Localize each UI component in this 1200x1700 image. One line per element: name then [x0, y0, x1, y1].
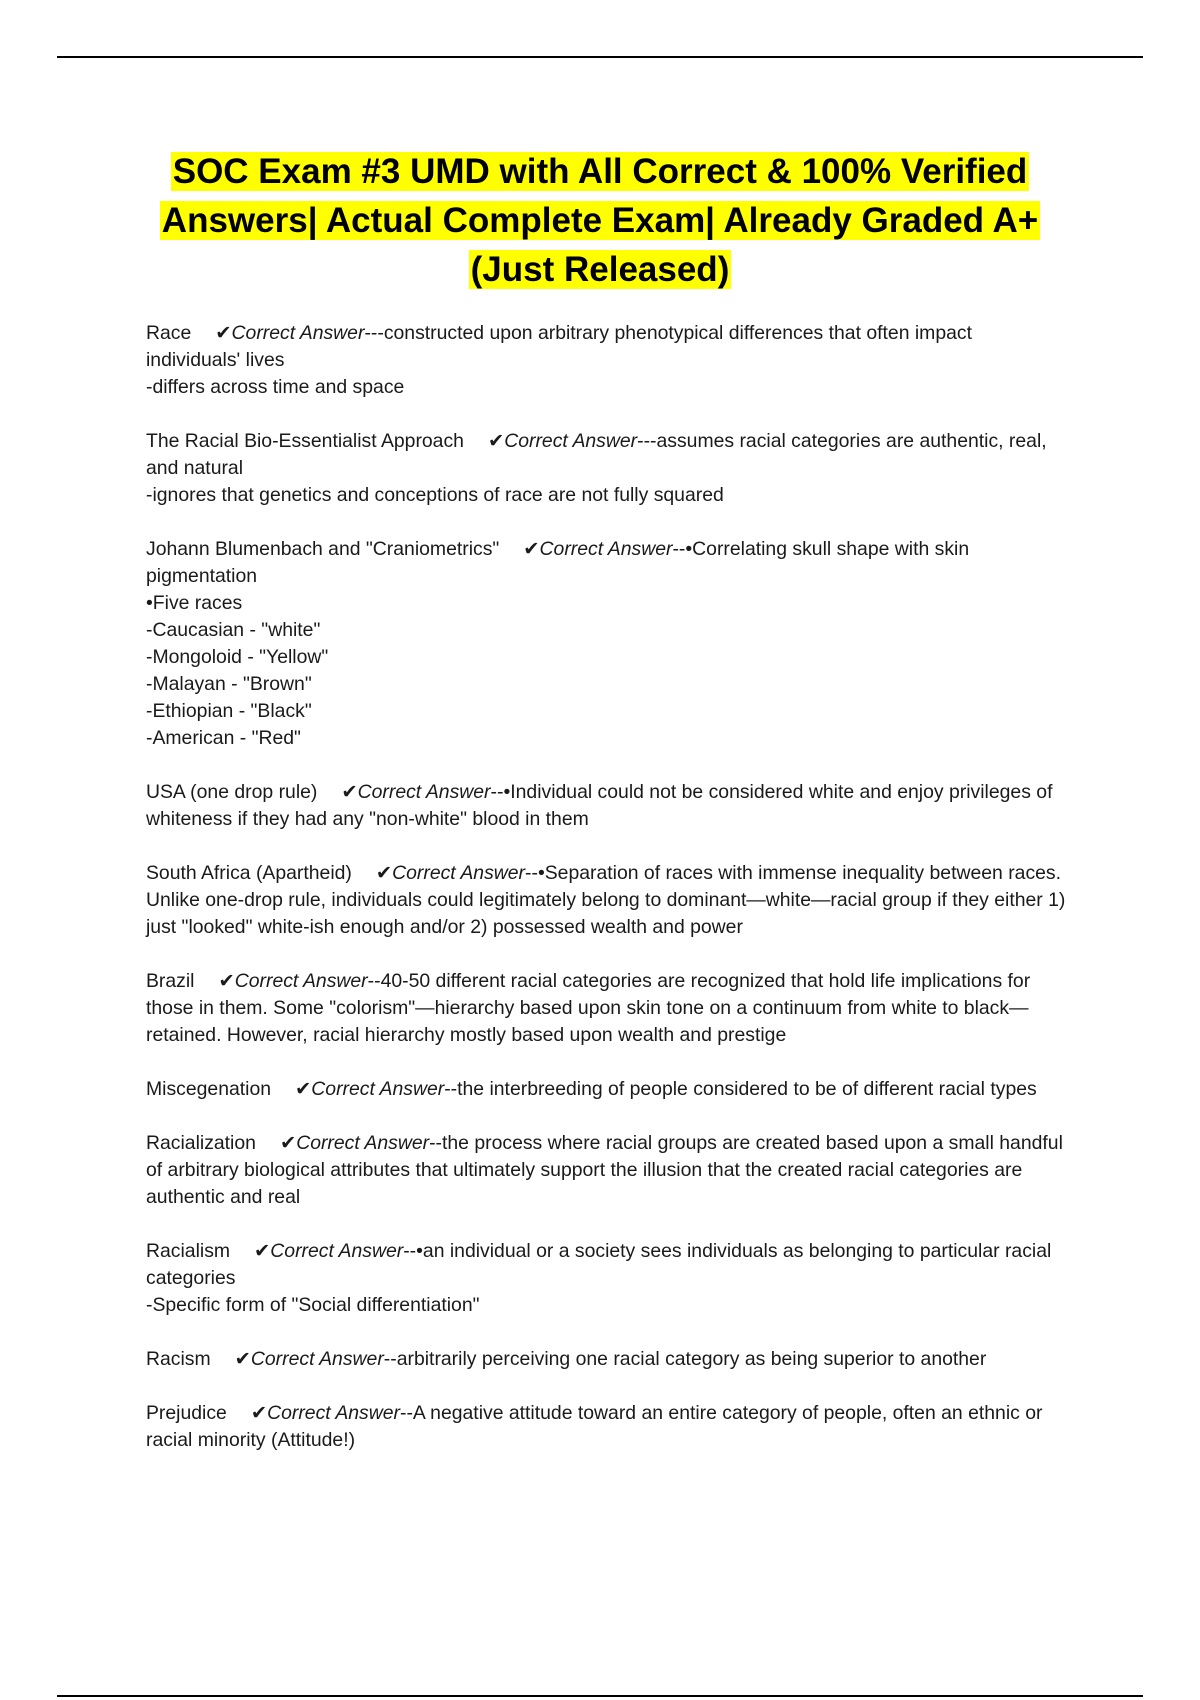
entry-detail-line: -Mongoloid - "Yellow" — [146, 646, 329, 668]
check-mark-icon: ✔ — [279, 1132, 297, 1154]
entry-answer: A negative attitude toward an entire category of people, often an ethnic or racial minority (Attitude!) — [146, 1402, 1043, 1451]
entry-detail-line: -American - "Red" — [146, 727, 301, 749]
check-mark-icon: ✔ — [523, 538, 540, 560]
entry-term: South Africa (Apartheid) — [146, 862, 352, 884]
entry-term: Miscegenation — [146, 1078, 272, 1100]
answer-separator: -- — [400, 1402, 413, 1424]
qa-entry — [146, 968, 1066, 1049]
answer-separator: -- — [383, 1348, 397, 1370]
answer-label: Correct Answer — [311, 1078, 445, 1100]
entry-answer: •an individual or a society sees individuals as belonging to particular racial categories — [146, 1240, 1052, 1289]
answer-label: Correct Answer — [504, 430, 638, 452]
answer-label: Correct Answer — [234, 970, 368, 992]
answer-label: Correct Answer — [250, 1348, 384, 1370]
entry-answer: the interbreeding of people considered to be of different racial types — [457, 1078, 1037, 1100]
qa-entry — [146, 1076, 1066, 1103]
entry-term: Racism — [146, 1348, 211, 1370]
answer-label: Correct Answer — [270, 1240, 404, 1262]
check-mark-icon: ✔ — [218, 970, 235, 992]
answer-separator: -- — [367, 970, 381, 992]
check-mark-icon: ✔ — [234, 1348, 251, 1370]
check-mark-icon: ✔ — [250, 1402, 268, 1424]
qa-entry — [146, 428, 1066, 509]
entry-term: Race — [146, 322, 192, 344]
entry-term: Racialization — [146, 1132, 256, 1154]
entry-answer: 40-50 different racial categories are recognized that hold life implications for those in them. Some "colorism"—hierarchy based upon skin tone on a continuum from white to black—retained. However, racial hierarchy mostly based upon wealth and prestige — [146, 970, 1031, 1046]
answer-label: Correct Answer — [357, 781, 491, 803]
entry-detail-line: -Specific form of "Social differentiation" — [146, 1294, 480, 1316]
entry-detail-line: -differs across time and space — [146, 376, 405, 398]
answer-separator: --- — [364, 322, 384, 344]
title-line-2: Answers| Actual Complete Exam| Already Graded A+ — [161, 201, 1039, 240]
check-mark-icon: ✔ — [487, 430, 505, 452]
bottom-divider — [57, 1695, 1143, 1697]
entry-term: USA (one drop rule) — [146, 781, 318, 803]
qa-entry — [146, 1130, 1066, 1211]
entry-detail-line: -Malayan - "Brown" — [146, 673, 312, 695]
answer-label: Correct Answer — [267, 1402, 400, 1424]
entry-detail-line: •Five races — [146, 592, 243, 614]
entry-term: Brazil — [146, 970, 195, 992]
check-mark-icon: ✔ — [375, 862, 393, 884]
qa-entry — [146, 779, 1066, 833]
check-mark-icon: ✔ — [295, 1078, 312, 1100]
qa-entry — [146, 1400, 1066, 1454]
answer-separator: -- — [525, 862, 538, 884]
answer-separator: -- — [429, 1132, 443, 1154]
entry-detail-line: -ignores that genetics and conceptions of race are not fully squared — [146, 484, 724, 506]
qa-entry — [146, 320, 1066, 401]
check-mark-icon: ✔ — [341, 781, 358, 803]
check-mark-icon: ✔ — [215, 322, 232, 344]
answer-separator: -- — [403, 1240, 417, 1262]
answer-label: Correct Answer — [392, 862, 526, 884]
entry-answer: assumes racial categories are authentic, real, and natural — [146, 430, 1047, 479]
entry-answer: arbitrarily perceiving one racial category as being superior to another — [396, 1348, 987, 1370]
qa-list — [146, 320, 1066, 1481]
document-title — [100, 147, 1100, 294]
entry-answer: •Individual could not be considered white and enjoy privileges of whiteness if they had any "non-white" blood in them — [146, 781, 1053, 830]
answer-separator: -- — [490, 781, 504, 803]
entry-answer: •Correlating skull shape with skin pigmentation — [146, 538, 970, 587]
answer-label: Correct Answer — [231, 322, 365, 344]
qa-entry — [146, 860, 1066, 941]
entry-term: The Racial Bio-Essentialist Approach — [146, 430, 464, 452]
answer-separator: -- — [672, 538, 686, 560]
answer-separator: --- — [637, 430, 657, 452]
title-line-1: SOC Exam #3 UMD with All Correct & 100% Verified — [172, 152, 1028, 191]
entry-detail-line: -Ethiopian - "Black" — [146, 700, 312, 722]
title-line-3: (Just Released) — [470, 250, 730, 289]
entry-answer: constructed upon arbitrary phenotypical differences that often impact individuals' lives — [146, 322, 972, 371]
top-divider — [57, 56, 1143, 58]
check-mark-icon: ✔ — [254, 1240, 271, 1262]
qa-entry — [146, 1238, 1066, 1319]
entry-answer: •Separation of races with immense inequality between races. Unlike one-drop rule, individuals could legitimately belong to dominant—white—racial group if they either 1) just "looked" white-ish enough and/or 2) possessed wealth and power — [146, 862, 1066, 938]
answer-separator: -- — [444, 1078, 458, 1100]
qa-entry — [146, 1346, 1066, 1373]
answer-label: Correct Answer — [539, 538, 673, 560]
entry-detail-line: -Caucasian - "white" — [146, 619, 321, 641]
entry-term: Johann Blumenbach and "Craniometrics" — [146, 538, 500, 560]
qa-entry — [146, 536, 1066, 752]
entry-answer: the process where racial groups are created based upon a small handful of arbitrary biological attributes that ultimately support the illusion that the created racial categories are authentic and real — [146, 1132, 1063, 1208]
entry-term: Racialism — [146, 1240, 231, 1262]
answer-label: Correct Answer — [296, 1132, 430, 1154]
entry-term: Prejudice — [146, 1402, 227, 1424]
